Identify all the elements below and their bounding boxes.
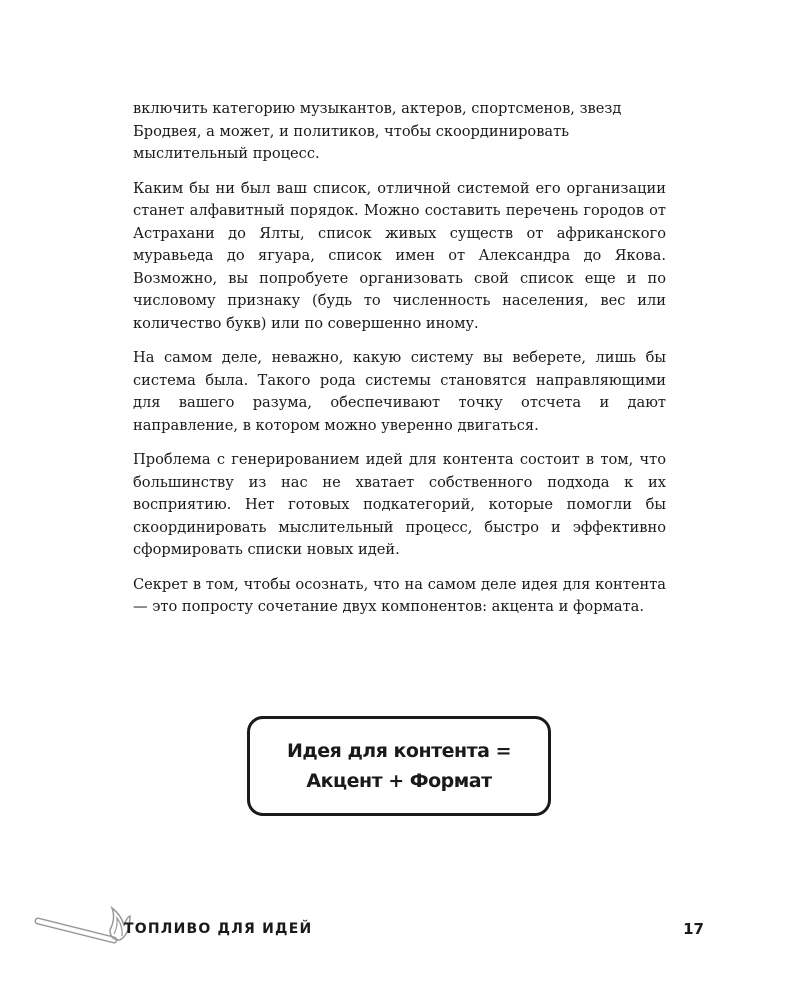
paragraph: Каким бы ни был ваш список, отличной системой его организации станет алфавитный порядок. Можно составить перечень городов от Астрахани до Ялты, список живых существ от африканского муравьеда до ягуара, список имен от Александра до Якова. Возможно, вы попробуете организовать свой список еще и по числовому признаку (будь то численность населения, вес или количество букв) или по совершенно иному. bbox=[133, 179, 666, 332]
paragraph: Секрет в том, чтобы осознать, что на самом деле идея для контента — это попросту сочетание двух компонентов: акцента и формата. bbox=[133, 575, 666, 615]
formula-line-1: Идея для контента = bbox=[287, 740, 511, 762]
paragraph: Проблема с генерированием идей для контента состоит в том, что большинству из нас не хватает собственного подхода к их восприятию. Нет готовых подкатегорий, которые помогли бы скоординировать мыслительный процесс, быстро и эффективно сформировать списки новых идей. bbox=[133, 451, 666, 558]
formula-box bbox=[247, 716, 551, 816]
formula-line-2: Акцент + Формат bbox=[306, 770, 492, 792]
paragraph: включить категорию музыкантов, актеров, спортсменов, звезд Бродвея, а может, и политиков, чтобы скоординировать мыслительный процесс. bbox=[133, 100, 622, 162]
running-footer-title: ТОПЛИВО ДЛЯ ИДЕЙ bbox=[124, 921, 313, 937]
page-body bbox=[133, 98, 666, 631]
page-number: 17 bbox=[683, 920, 704, 938]
match-icon bbox=[34, 904, 134, 944]
paragraph: На самом деле, неважно, какую систему вы веберете, лишь бы система была. Такого рода системы становятся направляющими для вашего разума, обеспечивают точку отсчета и дают направление, в котором можно уверенно двигаться. bbox=[133, 349, 666, 434]
